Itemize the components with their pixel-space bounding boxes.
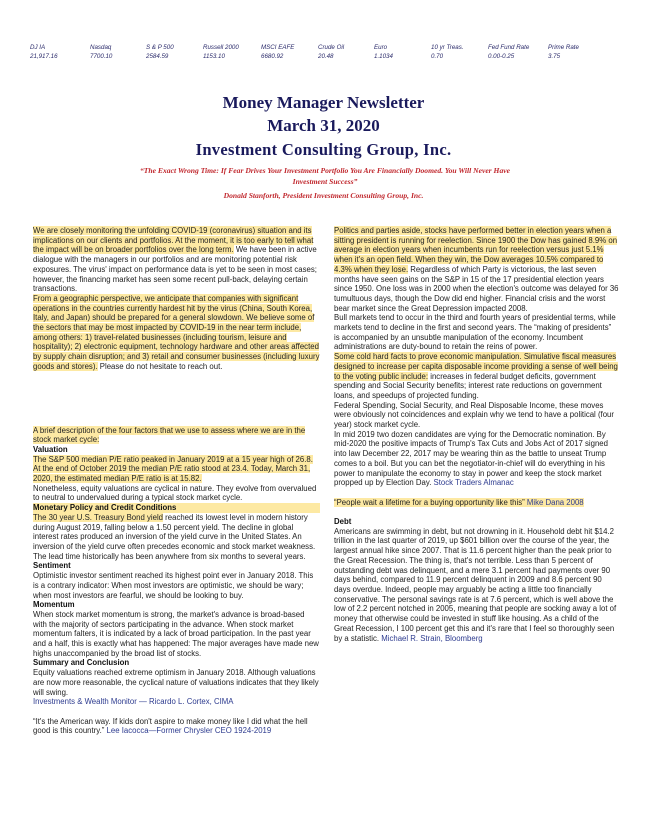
byline: Donald Stanforth, President Investment Consulting Group, Inc. [223,191,424,200]
ticker-msci: MSCI EAFE 6680.92 [261,44,295,60]
geo-paragraph: From a geographic perspective, we anticipate that companies with significant operations in the countries currently hardest hit by the virus (China, South Korea, Italy, and Japan) should be prepared for a general slowdown. We believe some of the sectors that may be most impacted by COVID-19 in the near term include, among others: 1) travel-related businesses (including tourism, leisure and hospitality); 2) electronic equipment, technology hardware and other areas affected by supply chain disruption; and 3) retail and consumer businesses (including luxury goods and stores). Please do not hesitate to reach out. [33,293,320,371]
monetary-paragraph: The 30 year U.S. Treasury Bond yield reached its lowest level in modern history during August 2019, falling below a 1.50 percent yield. The decline in global interest rates produced an inversion of the yield curve in the United States. An inversion of the yield curve often precedes economic and stock market weakness. The lead time historically has been anywhere from six months to several years. [33,512,316,561]
spacer [334,507,619,517]
valuation-rest: Nonetheless, equity valuations are cyclical in nature. They evolve from overvalued to neutral to undervalued during a typical stock market cycle. [33,483,317,503]
newsletter-date: March 31, 2020 [267,116,380,135]
bull-paragraph: Bull markets tend to occur in the third and fourth years of presidential terms, while markets tend to decline in the first and second years. The “making of presidents” is accompanied by an unsubtle manipulation of the economy. Incumbent administrations are duty-bound to retain the reins of power. [334,313,616,352]
intro-paragraph: We are closely monitoring the unfolding COVID-19 (coronavirus) situation and its implications on our clients and portfolios. At the moment, it is too early to tell what the impact will be on broader portfolios over the long term. We have been in active dialogue with the managers in our portfolios and are monitoring potential risk exposures. The virus' impact on performance data is yet to be seen in most cases; however, the financing market has seen some recent pull-back, delaying certain transactions. [33,226,317,294]
brief-paragraph: A brief description of the four factors that we use to assess where we are in the stock market cycle: [33,425,306,445]
spacer [33,372,320,426]
ticker-prime: Prime Rate 3.75 [548,44,579,60]
momentum-paragraph: When stock market momentum is strong, the market's advance is broad-based with the majority of sectors participating in the advance. When stock market momentum falters, it is indicated by a lack of broad participation. In the past year and a half, this is exactly what has happened: The major averages have made new highs unaccompanied by the broad list of stocks. [33,609,319,658]
heading-momentum: Momentum [33,600,75,610]
newsletter-title: Money Manager Newsletter [222,93,425,112]
cold-facts-paragraph: Some cold hard facts to prove economic manipulation. Simulative fiscal measures designed to increase per capita disposable income providing a sense of well being to the voting public include: increases in federal budget deficits, government spending and Social Security benefits; interest rate reductions on government loans, and speedups of projected funding. [334,352,618,400]
federal-paragraph: Federal Spending, Social Security, and Real Disposable Income, these moves were obviously not coincidences and explain why we tend to have a political (four year) stock market cycle. [334,400,614,430]
valuation-paragraph: The S&P 500 median P/E ratio peaked in January 2019 at a 15 year high of 26.8. At the end of October 2019 the median P/E ratio stood at 23.4. Today, March 31, 2020, the estimated median P/E ratio is at 15.82. [33,454,313,484]
ticker-djia: DJ IA 21,917.16 [30,44,58,60]
spacer [33,707,320,717]
right-column [334,226,619,643]
tagline: “The Exact Wrong Time: If Fear Drives Your Investment Portfolio You Are Financially Doomed. You Will Never Have Investment Success” [140,166,510,186]
summary-source: Investments & Wealth Monitor — Ricardo L. Cortex, CIMA [33,697,234,707]
heading-summary: Summary and Conclusion [33,658,130,668]
politics-paragraph: Politics and parties aside, stocks have performed better in election years when a sitting president is running for reelection. Since 1900 the Dow has gained 8.9% on average in election years when incumbents run for reelection versus just 5.1% when it's an open field. When they win, the Dow averages 10.5% compared to 4.3% when they lose. Regardless of which Party is victorious, the last seven months have seen gains on the S&P in 15 of the 17 presidential election years since 1950. One loss was in 2000 when the election's outcome was delayed for 36 tumultuous days, though the Dow did end higher. Financial crisis and the worst bear market since the Great Depression impacted 2008. [334,226,619,313]
heading-debt: Debt [334,517,352,527]
ticker-sp500: S & P 500 2584.59 [146,44,174,60]
ticker-nasdaq: Nasdaq 7700.10 [90,44,113,60]
iacocca-quote: “It's the American way. If kids don't aspire to make money like I did what the hell good is this country.” Lee Iacocca—Former Chrysler CEO 1924-2019 [33,716,308,736]
heading-valuation: Valuation [33,444,68,454]
dana-quote: “People wait a lifetime for a buying opportunity like this” Mike Dana 2008 [334,497,584,507]
sentiment-paragraph: Optimistic investor sentiment reached its highest point ever in January 2018. This is a contrary indicator: When most investors are optimistic, we should be wary; when most investors are fearful, we should be looking to buy. [33,571,314,600]
left-column [33,226,320,736]
ticker-russell: Russell 2000 1153.10 [203,44,239,60]
company-name: Investment Consulting Group, Inc. [195,140,452,159]
ticker-treasury: 10 yr Treas. 0.70 [431,44,464,60]
ticker-crude: Crude Oil 20.48 [318,44,345,60]
ticker-fed-fund: Fed Fund Rate 0.00-0.25 [488,44,530,60]
summary-paragraph: Equity valuations reached extreme optimism in January 2018. Although valuations are now more reasonable, the cyclical nature of valuations indicates that they likely will swing. [33,668,319,697]
heading-sentiment: Sentiment [33,561,71,571]
newsletter-header [0,92,647,162]
mid-paragraph: In mid 2019 two dozen candidates are vying for the Democratic nomination. By mid-2020 the positive impacts of Trump's Tax Cuts and Jobs Act of 2017 signed into law December 22, 2017 may be wearing thin as the battle to unseat Trump comes to a boil. But you can bet the negotiator-in-chief will do everything in his power to manipulate the economy to stay in power and keep the stock market propped up by Election Day. Stock Traders Almanac [334,429,608,488]
ticker-euro: Euro 1.1034 [374,44,393,60]
debt-paragraph: Americans are swimming in debt, but not drowning in it. Household debt hit $14.2 trillion in the last quarter of 2019, up $601 billion over the course of the year, the largest annual hike since 2007. That is 11.6 percent higher than the peak prior to the Great Recession. The thing is, that's not terrible. Less than 5 percent of outstanding debt was delinquent, and a mere 3.1 percent had payments over 90 days behind, compared to 11.9 percent delinquent in 2009 and 8.6 percent 90 days overdue. Indeed, people may arguably be acting a little too financially conservative. The personal savings rate is at 7.6 percent, which is well above the low of 2.2 percent notched in 2005, meaning that people are socking away a lot of money that otherwise could be invested in stuff like housing. As a child of the Great Recession, I 100 percent get this and it's rare that I feel so thoroughly seen by a statistic. Michael R. Strain, Bloomberg [334,526,617,643]
heading-monetary: Monetary Policy and Credit Conditions [33,503,320,513]
spacer [334,488,619,498]
